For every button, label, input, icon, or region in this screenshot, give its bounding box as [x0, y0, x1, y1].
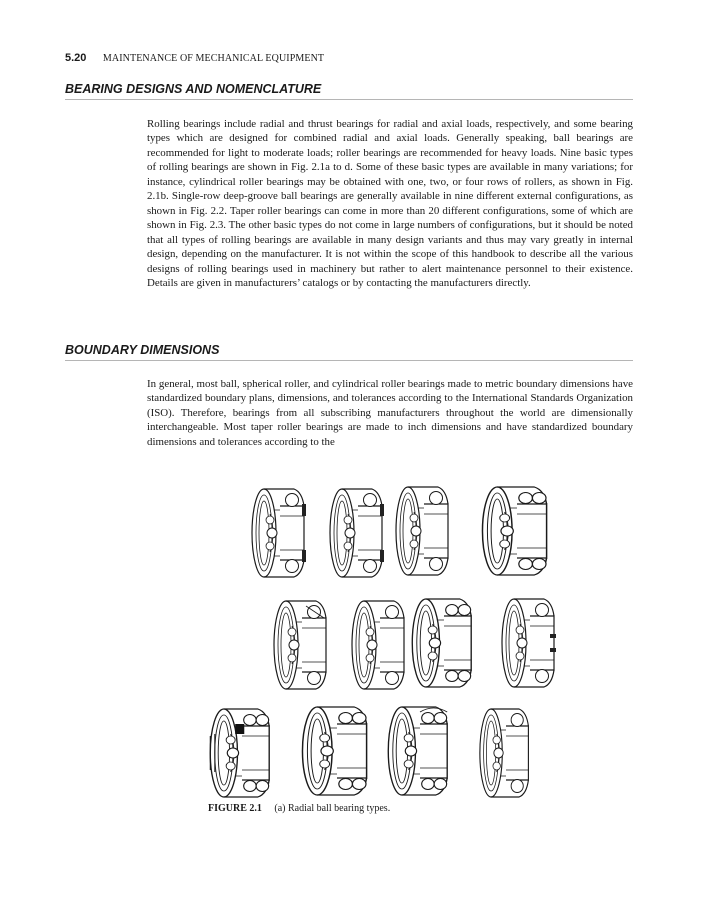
section-heading-boundary-dimensions: BOUNDARY DIMENSIONS: [65, 343, 633, 361]
bearing-illustration-11: [386, 704, 454, 798]
bearing-illustration-10-drawing: [300, 704, 374, 798]
figure-caption-text: (a) Radial ball bearing types.: [274, 803, 391, 814]
bearing-illustration-7: [410, 596, 478, 690]
bearing-illustration-7-drawing: [410, 596, 478, 690]
bearing-illustration-12: [478, 706, 534, 800]
bearing-illustration-2: [328, 486, 388, 580]
bearing-illustration-2-drawing: [328, 486, 388, 580]
bearing-illustration-9: [208, 706, 276, 800]
bearing-illustration-3-drawing: [394, 484, 454, 578]
bearing-illustration-12-drawing: [478, 706, 534, 800]
bearing-illustration-8-drawing: [500, 596, 560, 690]
bearing-illustration-1-drawing: [250, 486, 310, 580]
section-paragraph-boundary-dimensions: In general, most ball, spherical roller, and cylindrical roller bearings made to metric boundary dimensions have standardized boundary plans, dimensions, and tolerances according to the International Standards Organization (ISO). Therefore, bearings from all subscribing manufacturers throughout the world are dimensionally interchangeable. Most taper roller bearings are made to inch dimensions and have standardized boundary dimensions and tolerances according to the: [147, 378, 633, 448]
section-heading-bearing-designs: BEARING DESIGNS AND NOMENCLATURE: [65, 82, 633, 100]
bearing-illustration-9-drawing: [208, 706, 276, 800]
section-paragraph-bearing-designs: Rolling bearings include radial and thrust bearings for radial and axial loads, respectively, and some bearing types which are designed for combined radial and axial loads. Generally speaking, ball bearings are recommended for light to moderate loads; roller bearings are recommended for heavy loads. Nine basic types of rolling bearings are shown in Fig. 2.1a to d. Some of these basic types are available in many variations; for instance, cylindrical roller bearings may be obtained with one, two, or four rows of rollers, as shown in Fig. 2.1b. Single-row deep-groove ball bearings are generally available in nine different external configurations, as shown in Fig. 2.2. Taper roller bearings can come in more than 20 different configurations, some of which are shown in Fig. 2.3. The other basic types do not come in large numbers of configurations, but it should be noted that all types of rolling bearings are available in many design variants and thus may vary greatly in internal design, depending on the manufacturer. It is not within the scope of this handbook to describe all the various designs of rolling bearings used in machinery but rather to alert maintenance personnel to their existence. Details are given in manufacturers’ catalogs or by contacting the manufacturers directly.: [147, 118, 633, 289]
bearing-illustration-1: [250, 486, 310, 580]
bearing-illustration-5: [272, 598, 332, 692]
bearing-illustration-4-drawing: [480, 484, 554, 578]
bearing-illustration-6-drawing: [350, 598, 410, 692]
bearing-illustration-8: [500, 596, 560, 690]
figure-caption: [208, 803, 390, 814]
bearing-illustration-10: [300, 704, 374, 798]
bearing-illustration-11-drawing: [386, 704, 454, 798]
bearing-figure: [200, 484, 580, 794]
bearing-illustration-5-drawing: [272, 598, 332, 692]
page-number: 5.20: [65, 52, 87, 64]
figure-label: FIGURE 2.1: [208, 803, 262, 814]
bearing-illustration-3: [394, 484, 454, 578]
bearing-illustration-6: [350, 598, 410, 692]
bearing-illustration-4: [480, 484, 554, 578]
running-title: MAINTENANCE OF MECHANICAL EQUIPMENT: [102, 53, 325, 64]
page-header: [65, 52, 324, 64]
